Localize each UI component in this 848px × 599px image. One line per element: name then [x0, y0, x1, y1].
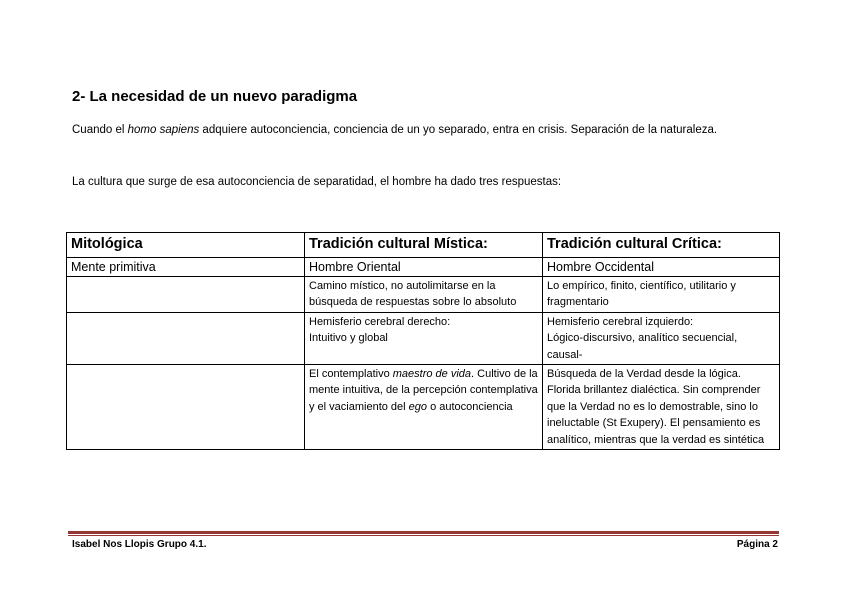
cell-text-italic: ego [408, 400, 428, 413]
table-cell: Hombre Oriental [305, 258, 543, 277]
table-cell [67, 365, 305, 450]
intro-text-before: Cuando el [72, 124, 128, 136]
intro-text-italic: homo sapiens [127, 124, 200, 136]
page-number: Página 2 [736, 539, 778, 550]
comparison-table [66, 232, 780, 450]
table-cell [305, 312, 543, 364]
table-row [67, 312, 780, 364]
table-cell: Búsqueda de la Verdad desde la lógica. Florida brillantez dialéctica. Sin comprender que la Verdad no es lo demostrable, sino lo ineluctable (St Exupery). El pensamiento es analítico, mientras que la verdad es sintética [543, 365, 780, 450]
table-cell: Camino místico, no autolimitarse en la búsqueda de respuestas sobre lo absoluto [305, 277, 543, 313]
table-row [67, 277, 780, 313]
table-cell: Hombre Occidental [543, 258, 780, 277]
table-cell: Lo empírico, finito, científico, utilitario y fragmentario [543, 277, 780, 313]
cell-text-italic: maestro de vida [392, 368, 472, 381]
section-title: 2- La necesidad de un nuevo paradigma [72, 88, 358, 105]
footer-rule-thin [68, 535, 779, 536]
responses-paragraph: La cultura que surge de esa autoconciencia de separatidad, el hombre ha dado tres respuestas: [72, 176, 562, 188]
table-cell: Mente primitiva [67, 258, 305, 277]
table-cell [67, 312, 305, 364]
cell-line: Lógico-discursivo, analítico secuencial, causal- [547, 332, 738, 361]
table-cell [67, 277, 305, 313]
table-cell [543, 312, 780, 364]
header-mistica: Tradición cultural Mística: [305, 233, 543, 258]
cell-text: . Cultivo de la mente intuitiva, de la percepción contemplativa y el vaciamiento del [309, 368, 538, 413]
footer-author: Isabel Nos Llopis Grupo 4.1. [72, 539, 207, 550]
cell-line: Hemisferio cerebral izquierdo: [547, 315, 694, 328]
cell-text: El contemplativo [309, 368, 393, 381]
footer-rule [68, 531, 779, 534]
header-critica: Tradición cultural Crítica: [543, 233, 780, 258]
cell-line: Intuitivo y global [309, 332, 388, 345]
cell-text: o autoconciencia [427, 400, 513, 413]
table-cell [305, 365, 543, 450]
table-row [67, 258, 780, 277]
cell-line: Hemisferio cerebral derecho: [309, 315, 451, 328]
table-header-row [67, 233, 780, 258]
header-mitologica: Mitológica [67, 233, 305, 258]
intro-paragraph [72, 120, 772, 140]
intro-text-after: adquiere autoconciencia, conciencia de un yo separado, entra en crisis. Separación de la naturaleza. [199, 124, 718, 136]
table-row [67, 365, 780, 450]
